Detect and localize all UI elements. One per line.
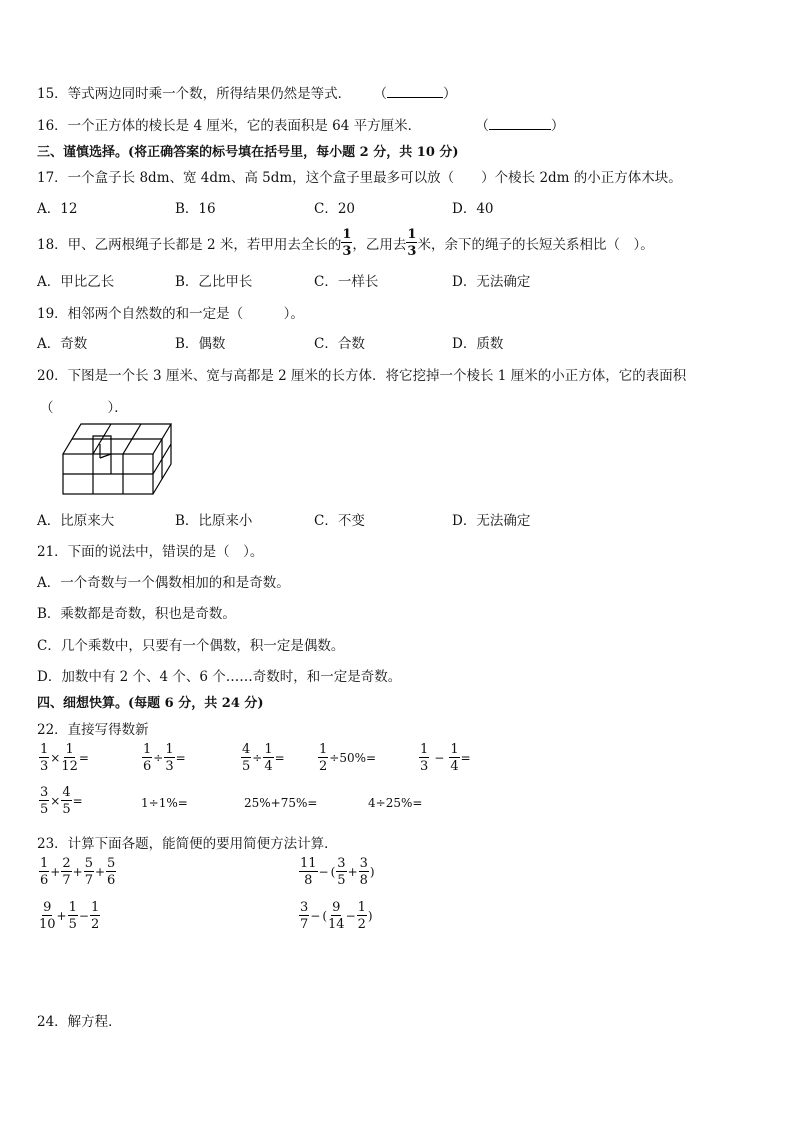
question-24-text: 24．解方程． (37, 1014, 122, 1030)
option-c: C．一样长 (314, 274, 379, 290)
expression-3: $\frac{4}{5}$ ÷ $\frac{1}{4}$ = (242, 742, 285, 774)
question-20-text: 20．下图是一个长 3 厘米、宽与高都是 2 厘米的长方体．将它挖掉一个棱长 1 厘米的小正方体，它的表面积 (37, 368, 687, 384)
option-b: B．乘数都是奇数，积也是奇数。 (37, 606, 236, 622)
expression-6: $\frac{3}{5}$ × $\frac{4}{5}$ = (40, 785, 83, 817)
answer-paren-open: （ (373, 86, 387, 102)
fraction: $\frac{1}{3}$ (342, 227, 352, 259)
option-d: D．加数中有 2 个、4 个、6 个……奇数时，和一定是奇数。 (37, 669, 402, 685)
option-d: D．无法确定 (452, 274, 531, 290)
expression-9: 4÷25%= (368, 796, 423, 810)
question-17-text: 17．一个盒子长 8dm、宽 4dm、高 5dm，这个盒子里最多可以放（ ）个棱长 2dm 的小正方体木块。 (37, 170, 682, 186)
question-23-text: 23．计算下面各题，能简便的要用简便方法计算． (37, 836, 338, 852)
cuboid-figure (55, 418, 175, 498)
option-c: C．不变 (314, 513, 365, 529)
option-d: D．质数 (452, 336, 504, 352)
section-4-heading: 四、细想快算。(每题 6 分，共 24 分) (37, 696, 264, 711)
option-b: B．16 (175, 201, 216, 217)
question-22-text: 22．直接写得数新 (37, 722, 149, 738)
expression-2: $\frac{1}{6}$ ÷ $\frac{1}{3}$ = (143, 742, 186, 774)
expression-1: $\frac{1}{3}$ × $\frac{1}{12}$ = (40, 742, 89, 774)
expression-7: 1÷1%= (141, 796, 188, 810)
calc-expression-3: $\frac{9}{10}$ + $\frac{1}{5}$ − $\frac{1}{2}$ (39, 900, 100, 932)
fraction: $\frac{1}{3}$ (407, 227, 417, 259)
answer-blank[interactable] (489, 129, 551, 130)
option-c: C．合数 (314, 336, 365, 352)
question-21-text: 21．下面的说法中，错误的是（ ）。 (37, 544, 264, 560)
option-a: A．比原来大 (37, 513, 115, 529)
expression-4: $\frac{1}{2}$ ÷50%= (319, 742, 377, 774)
question-15-text: 15．等式两边同时乘一个数，所得结果仍然是等式． (37, 86, 352, 102)
option-c: C．20 (314, 201, 356, 217)
section-3-heading: 三、谨慎选择。(将正确答案的标号填在括号里，每小题 2 分，共 10 分) (37, 145, 459, 160)
option-a: A．甲比乙长 (37, 274, 115, 290)
question-16 (37, 114, 564, 134)
question-18-part3: 米，余下的绳子的长短关系相比（ ）。 (417, 237, 654, 253)
option-d: D．无法确定 (452, 513, 531, 529)
question-16-text: 16．一个正方体的棱长是 4 厘米，它的表面积是 64 平方厘米． (37, 118, 422, 134)
answer-paren-open: （ (475, 118, 489, 134)
option-a: A．12 (37, 201, 78, 217)
question-15 (37, 82, 456, 102)
question-18-part2: ，乙用去 (352, 237, 407, 253)
option-b: B．比原来小 (175, 513, 253, 529)
calc-expression-4: $\frac{3}{7}$ − ( $\frac{9}{14}$ − $\frac{1}{2}$ ) (300, 900, 373, 932)
question-18 (37, 228, 654, 258)
option-a: A．奇数 (37, 336, 88, 352)
expression-5: $\frac{1}{3}$ − $\frac{1}{4}$ = (420, 742, 471, 774)
calc-expression-2: $\frac{11}{8}$ − ( $\frac{3}{5}$ + $\frac{3}{8}$ ) (300, 856, 375, 888)
question-20-answer-paren: （ ）． (40, 400, 128, 416)
question-19-text: 19．相邻两个自然数的和一定是（ ）。 (37, 306, 304, 322)
option-c: C．几个乘数中，只要有一个偶数，积一定是偶数。 (37, 638, 345, 654)
answer-paren-close: ） (550, 118, 565, 134)
option-b: B．偶数 (175, 336, 226, 352)
question-18-part1: 18．甲、乙两根绳子长都是 2 米，若甲用去全长的 (37, 237, 342, 253)
answer-paren-close: ） (442, 86, 457, 102)
option-d: D．40 (452, 201, 494, 217)
expression-8: 25%+75%= (244, 796, 318, 810)
answer-blank[interactable] (387, 97, 443, 98)
calc-expression-1: $\frac{1}{6}$ + $\frac{2}{7}$ + $\frac{5}{7}$ + $\frac{5}{6}$ (40, 856, 116, 888)
option-b: B．乙比甲长 (175, 274, 253, 290)
option-a: A．一个奇数与一个偶数相加的和是奇数。 (37, 575, 290, 591)
